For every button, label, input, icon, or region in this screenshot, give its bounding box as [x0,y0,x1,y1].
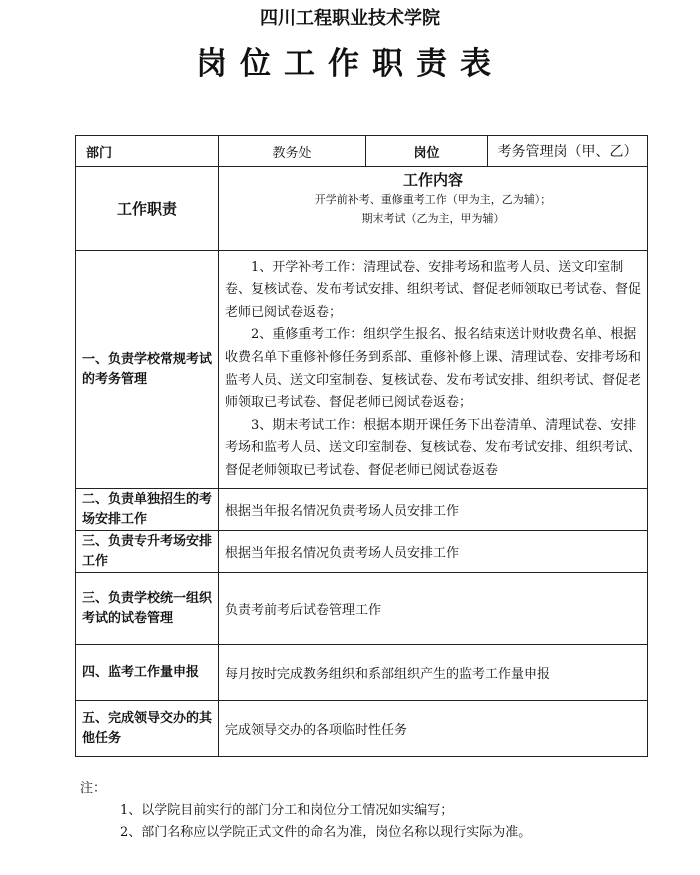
duty-table [75,135,648,757]
note-item-1: 1、以学院目前实行的部门分工和岗位分工情况如实编写； [120,803,454,818]
duty-row-4 [76,573,648,645]
duty-paragraph-3: 3、期末考试工作：根据本期开课任务下出卷清单、清理试卷、安排考场和监考人员、送文印室制卷、复核试卷、发布考试安排、组织考试、督促老师领取已考试卷、督促老师已阅试卷返卷 [225,417,642,478]
duty-paragraph-2: 2、重修重考工作：组织学生报名、报名结束送计财收费名单、根据收费名单下重修补修任务到系部、重修补修上课、清理试卷、安排考场和监考人员、送文印室制卷、复核试卷、发布考试安排、组织考试、督促老师领取已考试卷、督促老师已阅试卷返卷； [225,327,642,411]
duty-row-1-content [219,251,648,489]
content-title: 工作内容 [403,171,464,189]
document-title: 岗位工作职责表 [196,46,504,82]
notes [80,778,680,844]
duty-row-5-content: 每月按时完成教务组织和系部组织产生的监考工作量申报 [219,645,648,701]
duty-row-6-label: 五、完成领导交办的其他任务 [76,701,219,757]
duty-row-2-label: 二、负责单独招生的考场安排工作 [76,489,219,531]
post-value: 考务管理岗（甲、乙） [488,136,648,167]
duty-row-3 [76,531,648,573]
dept-label: 部门 [76,136,219,167]
header-row [76,136,648,167]
duty-row-2 [76,489,648,531]
duty-row-6 [76,701,648,757]
duty-header-row [76,167,648,251]
duty-row-6-content: 完成领导交办的各项临时性任务 [219,701,648,757]
duty-row-5 [76,645,648,701]
content-line-1: 开学前补考、重修重考工作（甲为主，乙为辅）； [314,193,552,206]
duty-row-5-label: 四、监考工作量申报 [76,645,219,701]
content-header-cell [219,167,648,251]
duty-label: 工作职责 [76,167,219,251]
duty-row-1 [76,251,648,489]
notes-label: 注： [80,781,107,796]
duty-paragraph-1: 1、开学补考工作：清理试卷、安排考场和监考人员、送文印室制卷、复核试卷、发布考试安排、组织考试、督促老师领取已考试卷、督促老师已阅试卷返卷； [225,259,642,320]
duty-row-3-label: 三、负责专升考场安排工作 [76,531,219,573]
duty-row-1-label: 一、负责学校常规考试的考务管理 [76,251,219,489]
post-label: 岗位 [366,136,488,167]
duty-row-4-label: 三、负责学校统一组织考试的试卷管理 [76,573,219,645]
school-name: 四川工程职业技术学院 [260,8,440,29]
duty-row-2-content: 根据当年报名情况负责考场人员安排工作 [219,489,648,531]
note-item-2: 2、部门名称应以学院正式文件的命名为准，岗位名称以现行实际为准。 [120,825,532,840]
duty-row-3-content: 根据当年报名情况负责考场人员安排工作 [219,531,648,573]
dept-value: 教务处 [219,136,366,167]
content-line-2: 期末考试（乙为主，甲为辅） [361,212,505,225]
duty-row-4-content: 负责考前考后试卷管理工作 [219,573,648,645]
